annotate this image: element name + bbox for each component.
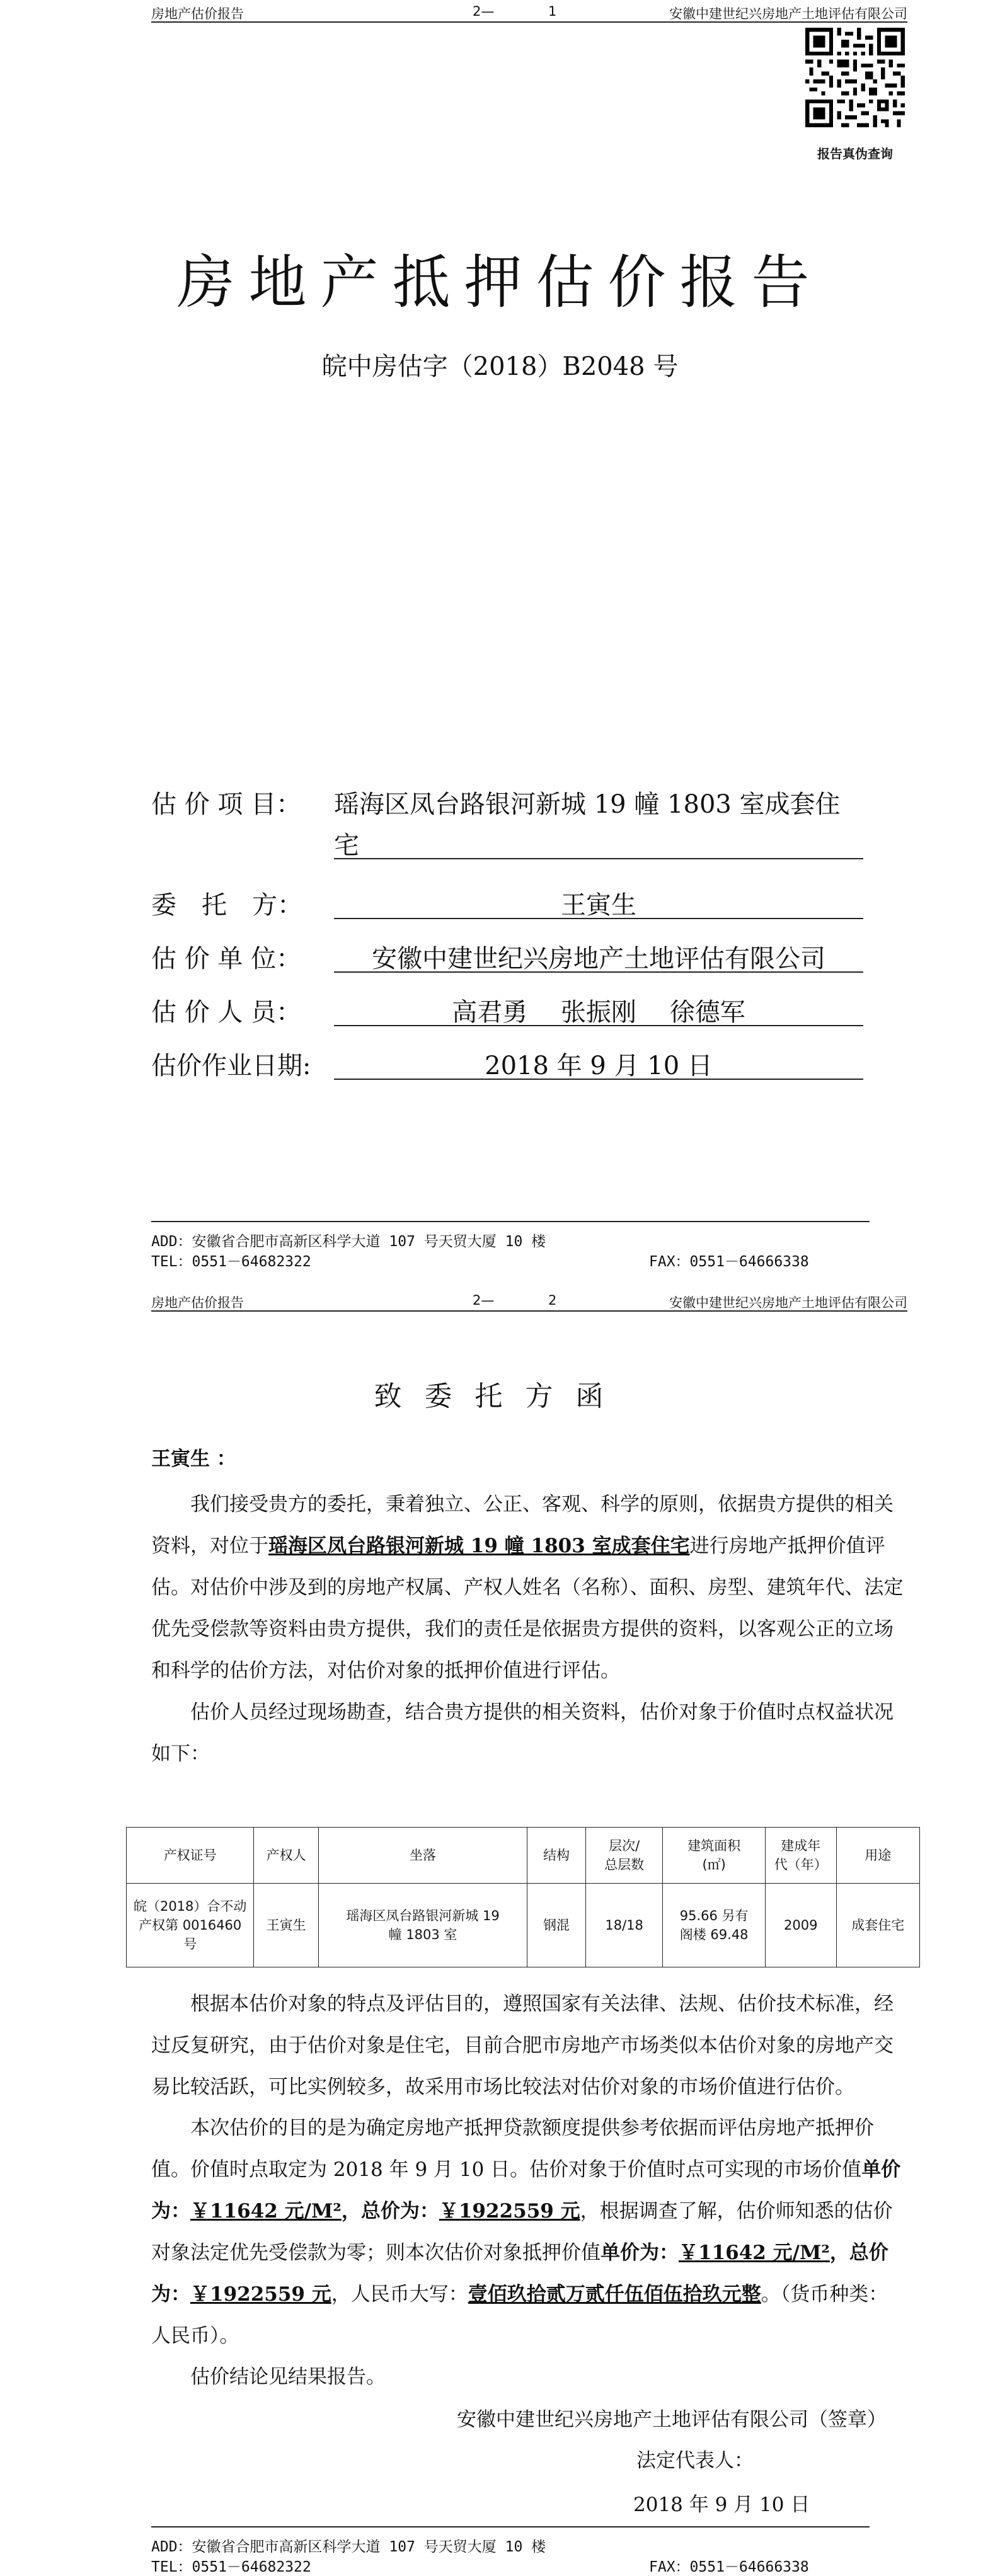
col-header: 层次/ 总层数: [585, 1828, 663, 1884]
qr-code-icon[interactable]: [805, 28, 905, 127]
col-header: 坐落: [318, 1828, 527, 1884]
p5-text: 估价结论见结果报告。: [190, 2366, 386, 2388]
table-row: [127, 1884, 920, 1967]
col-header: 用途: [836, 1828, 919, 1884]
field-value: 安徽中建世纪兴房地产土地评估有限公司: [334, 939, 863, 973]
table-cell: 瑶海区凤台路银河新城 19 幢 1803 室: [318, 1884, 527, 1967]
field-label: 估价作业日期:: [151, 1051, 311, 1080]
footer-address: ADD：安徽省合肥市高新区科学大道 107 号天贸大厦 10 楼: [151, 2539, 546, 2555]
header-right: 安徽中建世纪兴房地产土地评估有限公司: [669, 1295, 907, 1310]
col-header: 建成年 代（年）: [765, 1828, 836, 1884]
qr-caption: 报告真伪查询: [817, 146, 893, 161]
p4-text: 本次估价的目的是为确定房地产抵押贷款额度提供参考依据而评估房地产抵押价值。价值时点取定为 2018 年 9 月 10 日。估价对象于价值时点可实现的市场价值: [151, 2117, 874, 2181]
table-cell: 95.66 另有 阁楼 69.48: [663, 1884, 765, 1967]
field-label: 估 价 单 位：: [151, 944, 302, 973]
p4-text-2: ，根据调查了解，估价师知悉的估价对象法定优先受偿款为零；则本次估价对象抵押价值: [151, 2200, 893, 2264]
p4-unit-price: ￥11642 元/M²: [190, 2200, 342, 2223]
field-value: 瑶海区凤台路银河新城 19 幢 1803 室成套住: [334, 790, 841, 819]
paragraph-1: [151, 1484, 907, 1692]
header-page-a: 2—: [473, 1293, 495, 1308]
table-cell: 18/18: [585, 1884, 663, 1967]
paragraph-5: [151, 2356, 907, 2398]
p4-total-price: ￥1922559 元: [439, 2200, 580, 2223]
p3-text: 根据本估价对象的特点及评估目的，遵照国家有关法律、法规、估价技术标准，经过反复研究，由于估价对象是住宅，目前合肥市房地产市场类似本估价对象的房地产交易比较活跃，可比实例较多，故采用市场比较法对估价对象的市场价值进行估价。: [151, 1993, 894, 2098]
signature-representative: 法定代表人：: [636, 2449, 754, 2472]
salutation: 王寅生 ：: [151, 1448, 236, 1470]
footer-address: ADD：安徽省合肥市高新区科学大道 107 号天贸大厦 10 楼: [151, 1234, 546, 1250]
signature-company: 安徽中建世纪兴房地产土地评估有限公司（签章）: [457, 2408, 887, 2431]
report-title: 房地产抵押估价报告: [176, 249, 824, 316]
signature-date: 2018 年 9 月 10 日: [633, 2493, 810, 2516]
col-header: 产权人: [254, 1828, 319, 1884]
header-page-a: 2—: [473, 4, 495, 19]
footer-divider: [151, 2526, 870, 2527]
p4-mortgage-total-price: ￥1922559 元: [190, 2283, 331, 2306]
header-right: 安徽中建世纪兴房地产土地评估有限公司: [669, 6, 907, 21]
paragraph-2: [151, 1692, 907, 1775]
field-label: 估 价 人 员：: [151, 998, 302, 1027]
header-left: 房地产估价报告: [151, 6, 244, 21]
field-label: 委 托 方：: [151, 891, 302, 920]
paragraph-3: [151, 1983, 907, 2108]
p4-amount-in-words: 壹佰玖拾贰万贰仟伍佰伍拾玖元整: [468, 2283, 761, 2306]
footer-fax: FAX：0551－64666338: [649, 1254, 809, 1270]
field-value: 2018 年 9 月 10 日: [334, 1046, 863, 1080]
letter-title: 致委托方函: [374, 1380, 626, 1412]
p1-text-a: 我们接受贵方的委托，秉着独立、公正、客观、科学的原则，依据贵方提供的相关资料，对位于: [151, 1493, 894, 1557]
table-cell: 皖（2018）合不动 产权第 0016460 号: [127, 1884, 254, 1967]
p1-address: 瑶海区凤台路银河新城 19 幢 1803 室成套住宅: [268, 1535, 690, 1557]
p4-text-4: 。（货币种类：人民币）。: [151, 2283, 888, 2347]
header-left: 房地产估价报告: [151, 1295, 244, 1310]
table-cell: 成套住宅: [836, 1884, 919, 1967]
p4-mortgage-unit-label: 单价为：: [601, 2241, 679, 2264]
table-cell: 2009: [765, 1884, 836, 1967]
col-header: 产权证号: [127, 1828, 254, 1884]
field-value-cont: 宅: [334, 825, 863, 859]
p2-text: 估价人员经过现场勘查，结合贵方提供的相关资料，估价对象于价值时点权益状况如下：: [151, 1701, 894, 1765]
field-value: 高君勇 张振刚 徐德军: [334, 992, 863, 1026]
table-cell: 王寅生: [254, 1884, 319, 1967]
col-header: 建筑面积 (㎡): [663, 1828, 765, 1884]
report-number: 皖中房估字（2018）B2048 号: [321, 352, 679, 381]
p4-unit-label: 单价为：: [151, 2158, 901, 2223]
col-header: 结构: [527, 1828, 586, 1884]
table-cell: 钢混: [527, 1884, 586, 1967]
paragraph-4: [151, 2107, 907, 2357]
p4-mortgage-total-label: ，总价为：: [151, 2241, 888, 2306]
property-table: [126, 1827, 920, 1967]
p4-total-label: ，总价为：: [341, 2200, 439, 2223]
field-value: 王寅生: [334, 885, 863, 919]
header-page-b: 2: [548, 1293, 557, 1308]
page1-header: [151, 3, 907, 23]
header-page-b: 1: [548, 4, 557, 19]
p4-mortgage-unit-price: ￥11642 元/M²: [679, 2241, 830, 2264]
footer-divider: [151, 1221, 870, 1222]
field-label: 估 价 项 目：: [151, 790, 302, 819]
p4-text-3: ，人民币大写：: [331, 2283, 468, 2306]
page2-header: [151, 1291, 907, 1312]
footer-fax: FAX：0551－64666338: [649, 2559, 809, 2575]
table-header-row: [127, 1828, 920, 1884]
p1-text-b: 进行房地产抵押价值评估。对估价中涉及到的房地产权属、产权人姓名（名称）、面积、房型、建筑年代、法定优先受偿款等资料由贵方提供，我们的责任是依据贵方提供的资料，以客观公正的立场和科学的估价方法，对估价对象的抵押价值进行评估。: [151, 1535, 904, 1682]
footer-tel: TEL：0551－64682322: [151, 1254, 311, 1270]
footer-tel: TEL：0551－64682322: [151, 2559, 311, 2575]
